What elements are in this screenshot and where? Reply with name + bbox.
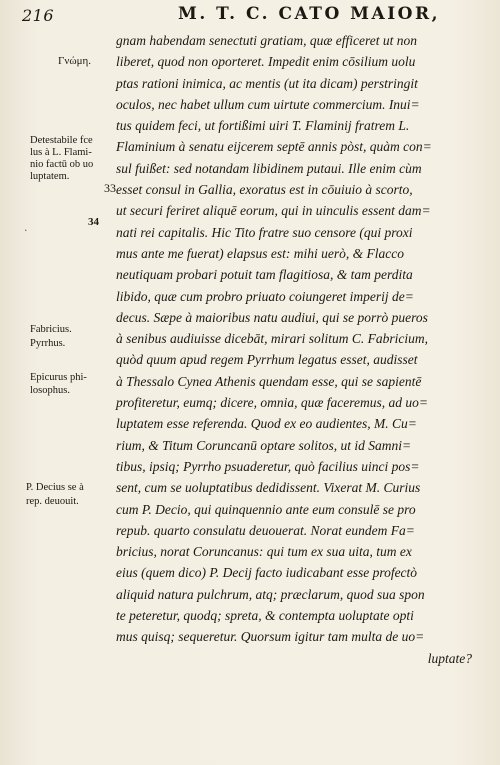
text-line: tibus, ipsiq; Pyrrho psuaderetur, quò facilius uinci pos= — [116, 458, 420, 474]
text-line: luptate? — [427, 650, 472, 666]
margin-mark: · — [24, 224, 28, 237]
margin-note-detestabile-1: Detestabile fce — [30, 135, 93, 146]
text-line: repub. quarto consulatu deuouerat. Norat eundem Fa= — [116, 522, 415, 538]
text-line: libido, quæ cum probro priuato coiungeret imperij de= — [116, 288, 414, 304]
text-line: profiteretur, eumq; dicere, omnia, quæ faceremus, ad uo= — [116, 395, 428, 411]
margin-notes — [0, 0, 116, 765]
text-line: liberet, quod non oporteret. Impedit enim cōsilium uolu — [116, 54, 416, 70]
text-line: nati rei capitalis. Hic Tito fratre suo censore (qui proxi — [116, 224, 413, 240]
text-line: esset consul in Gallia, exoratus est in cōuiuio à scorto, — [116, 182, 413, 198]
text-line: Flaminium à senatu eijcerem septē annis pòst, quàm con= — [116, 139, 432, 155]
text-line: sul fuißet: sed notandam libidinem putaui. Ille enim cùm — [116, 160, 422, 176]
text-line: mus ante me fuerat) elapsus est: mihi uerò, & Flacco — [116, 245, 404, 261]
text-line: cum P. Decio, qui quinquennio ante eum consulē se pro — [116, 501, 416, 517]
text-line: sent, cum se uoluptatibus dedidissent. Vixerat M. Curius — [116, 480, 421, 496]
text-line: à Thessalo Cynea Athenis quendam esse, qui se sapientē — [116, 373, 422, 389]
margin-note-pyrrhus: Pyrrhus. — [30, 338, 66, 349]
text-line: mus quisq; sequeretur. Quorsum igitur tam multa de uo= — [116, 629, 425, 645]
text-line: rium, & Titum Coruncanū optare solitos, ut id Samni= — [116, 437, 412, 453]
margin-note-decius-1: P. Decius se à — [26, 482, 84, 493]
text-line: eius (quem dico) P. Decij facto iudicabant esse profectò — [116, 565, 418, 581]
margin-note-decius-2: rep. deuouit. — [26, 496, 79, 507]
text-line: ptas rationi inimica, ac mentis (ut ita dicam) perstringit — [116, 75, 418, 91]
margin-note-detestabile-3: nio factū ob uo — [30, 159, 94, 170]
margin-note-fabricius: Fabricius. — [30, 324, 72, 335]
text-line: à senibus audiuisse dicebāt, mirari solitum C. Fabricium, — [116, 331, 428, 347]
text-line: quòd quum apud regem Pyrrhum legatus esset, audisset — [116, 352, 418, 368]
margin-note-detestabile-4: luptatem. — [30, 171, 70, 182]
text-line: tus quidem feci, ut fortißimi uiri T. Flaminij fratrem L. — [116, 118, 410, 134]
text-line: neutiquam probari potuit tam flagitiosa, & tam perdita — [116, 267, 413, 283]
page-number: 216 — [22, 6, 55, 25]
text-line: oculos, nec habet ullum cum uirtute commercium. Inui= — [116, 96, 420, 112]
margin-note-epicurus-2: losophus. — [30, 385, 70, 396]
margin-note-epicurus-1: Epicurus phi- — [30, 372, 87, 383]
running-head: M. T. C. CATO MAIOR, — [178, 4, 441, 24]
line-number-33: 33 — [104, 181, 116, 195]
text-line: bricius, norat Coruncanus: qui tum ex sua uita, tum ex — [116, 544, 412, 560]
line-number-34: 34 — [88, 216, 99, 228]
text-line: te peteretur, quodq; spreta, & contempta uoluptate opti — [116, 608, 414, 624]
text-line: decus. Sæpe à maioribus natu audiui, qui se porrò pueros — [116, 309, 428, 325]
margin-note-greek: Γνώμη. — [58, 55, 91, 67]
text-line: gnam habendam senectuti gratiam, quæ efficeret ut non — [116, 33, 417, 48]
main-text-block — [116, 30, 472, 669]
text-line: ut securi feriret aliquē eorum, qui in uinculis essent dam= — [116, 203, 431, 219]
margin-note-detestabile-2: lus à L. Flami- — [30, 147, 92, 158]
text-line: luptatem esse referenda. Quod ex eo audientes, M. Cu= — [116, 416, 417, 432]
text-line: aliquid natura pulchrum, atq; præclarum, quod sua spon — [116, 586, 425, 602]
